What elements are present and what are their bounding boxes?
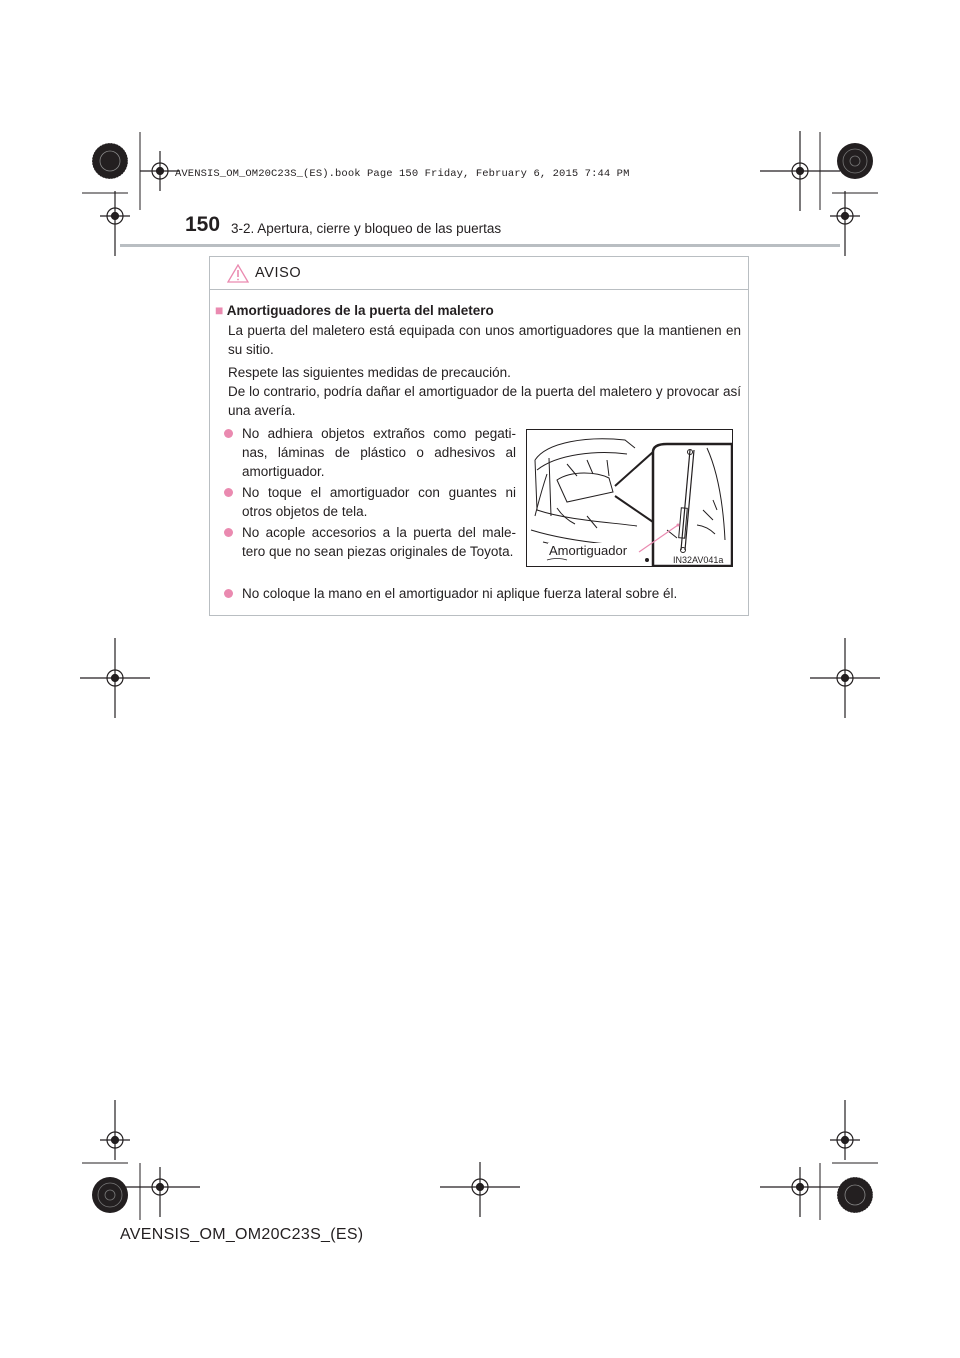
list-item-text: No adhiera objetos extraños como pegati- nas, láminas de plástico o adhesivos al amortiguador. [242, 426, 516, 479]
bullet-dot-icon [224, 429, 233, 438]
bullet-dot-icon [224, 589, 233, 598]
square-bullet-icon: ■ [215, 302, 224, 318]
bullet-dot-icon [224, 488, 233, 497]
paragraph: Respete las siguientes medidas de precaución. [228, 365, 511, 380]
subheading-text: Amortiguadores de la puerta del maletero [226, 303, 494, 318]
warning-box [209, 256, 749, 616]
book-header: AVENSIS_OM_OM20C23S_(ES).book Page 150 Friday, February 6, 2015 7:44 PM [175, 168, 630, 180]
paragraph: La puerta del maletero está equipada con unos amortiguadores que la mantienen en su sitio. [228, 323, 741, 357]
shock-absorber-illustration [526, 429, 733, 567]
warning-header [210, 257, 748, 290]
warning-triangle-icon [227, 264, 249, 283]
bullet-dot-icon [224, 528, 233, 537]
header-rule [120, 244, 840, 247]
paragraph: De lo contrario, podría dañar el amortiguador de la puerta del maletero y provocar así una avería. [228, 384, 741, 418]
list-item-text: No acople accesorios a la puerta del male- tero que no sean piezas originales de Toyota. [242, 525, 516, 559]
illustration-label: Amortiguador [549, 543, 628, 558]
section-title: 3-2. Apertura, cierre y bloqueo de las puertas [231, 221, 502, 236]
list-item-text: No coloque la mano en el amortiguador ni aplique fuerza lateral sobre él. [242, 586, 678, 601]
page-number: 150 [185, 213, 221, 236]
list-item-text: No toque el amortiguador con guantes ni otros objetos de tela. [242, 485, 516, 519]
illustration-code: IN32AV041a [673, 555, 724, 565]
footer-text: AVENSIS_OM_OM20C23S_(ES) [120, 1226, 364, 1243]
warning-subheading [215, 302, 494, 318]
warning-label: AVISO [255, 265, 302, 281]
